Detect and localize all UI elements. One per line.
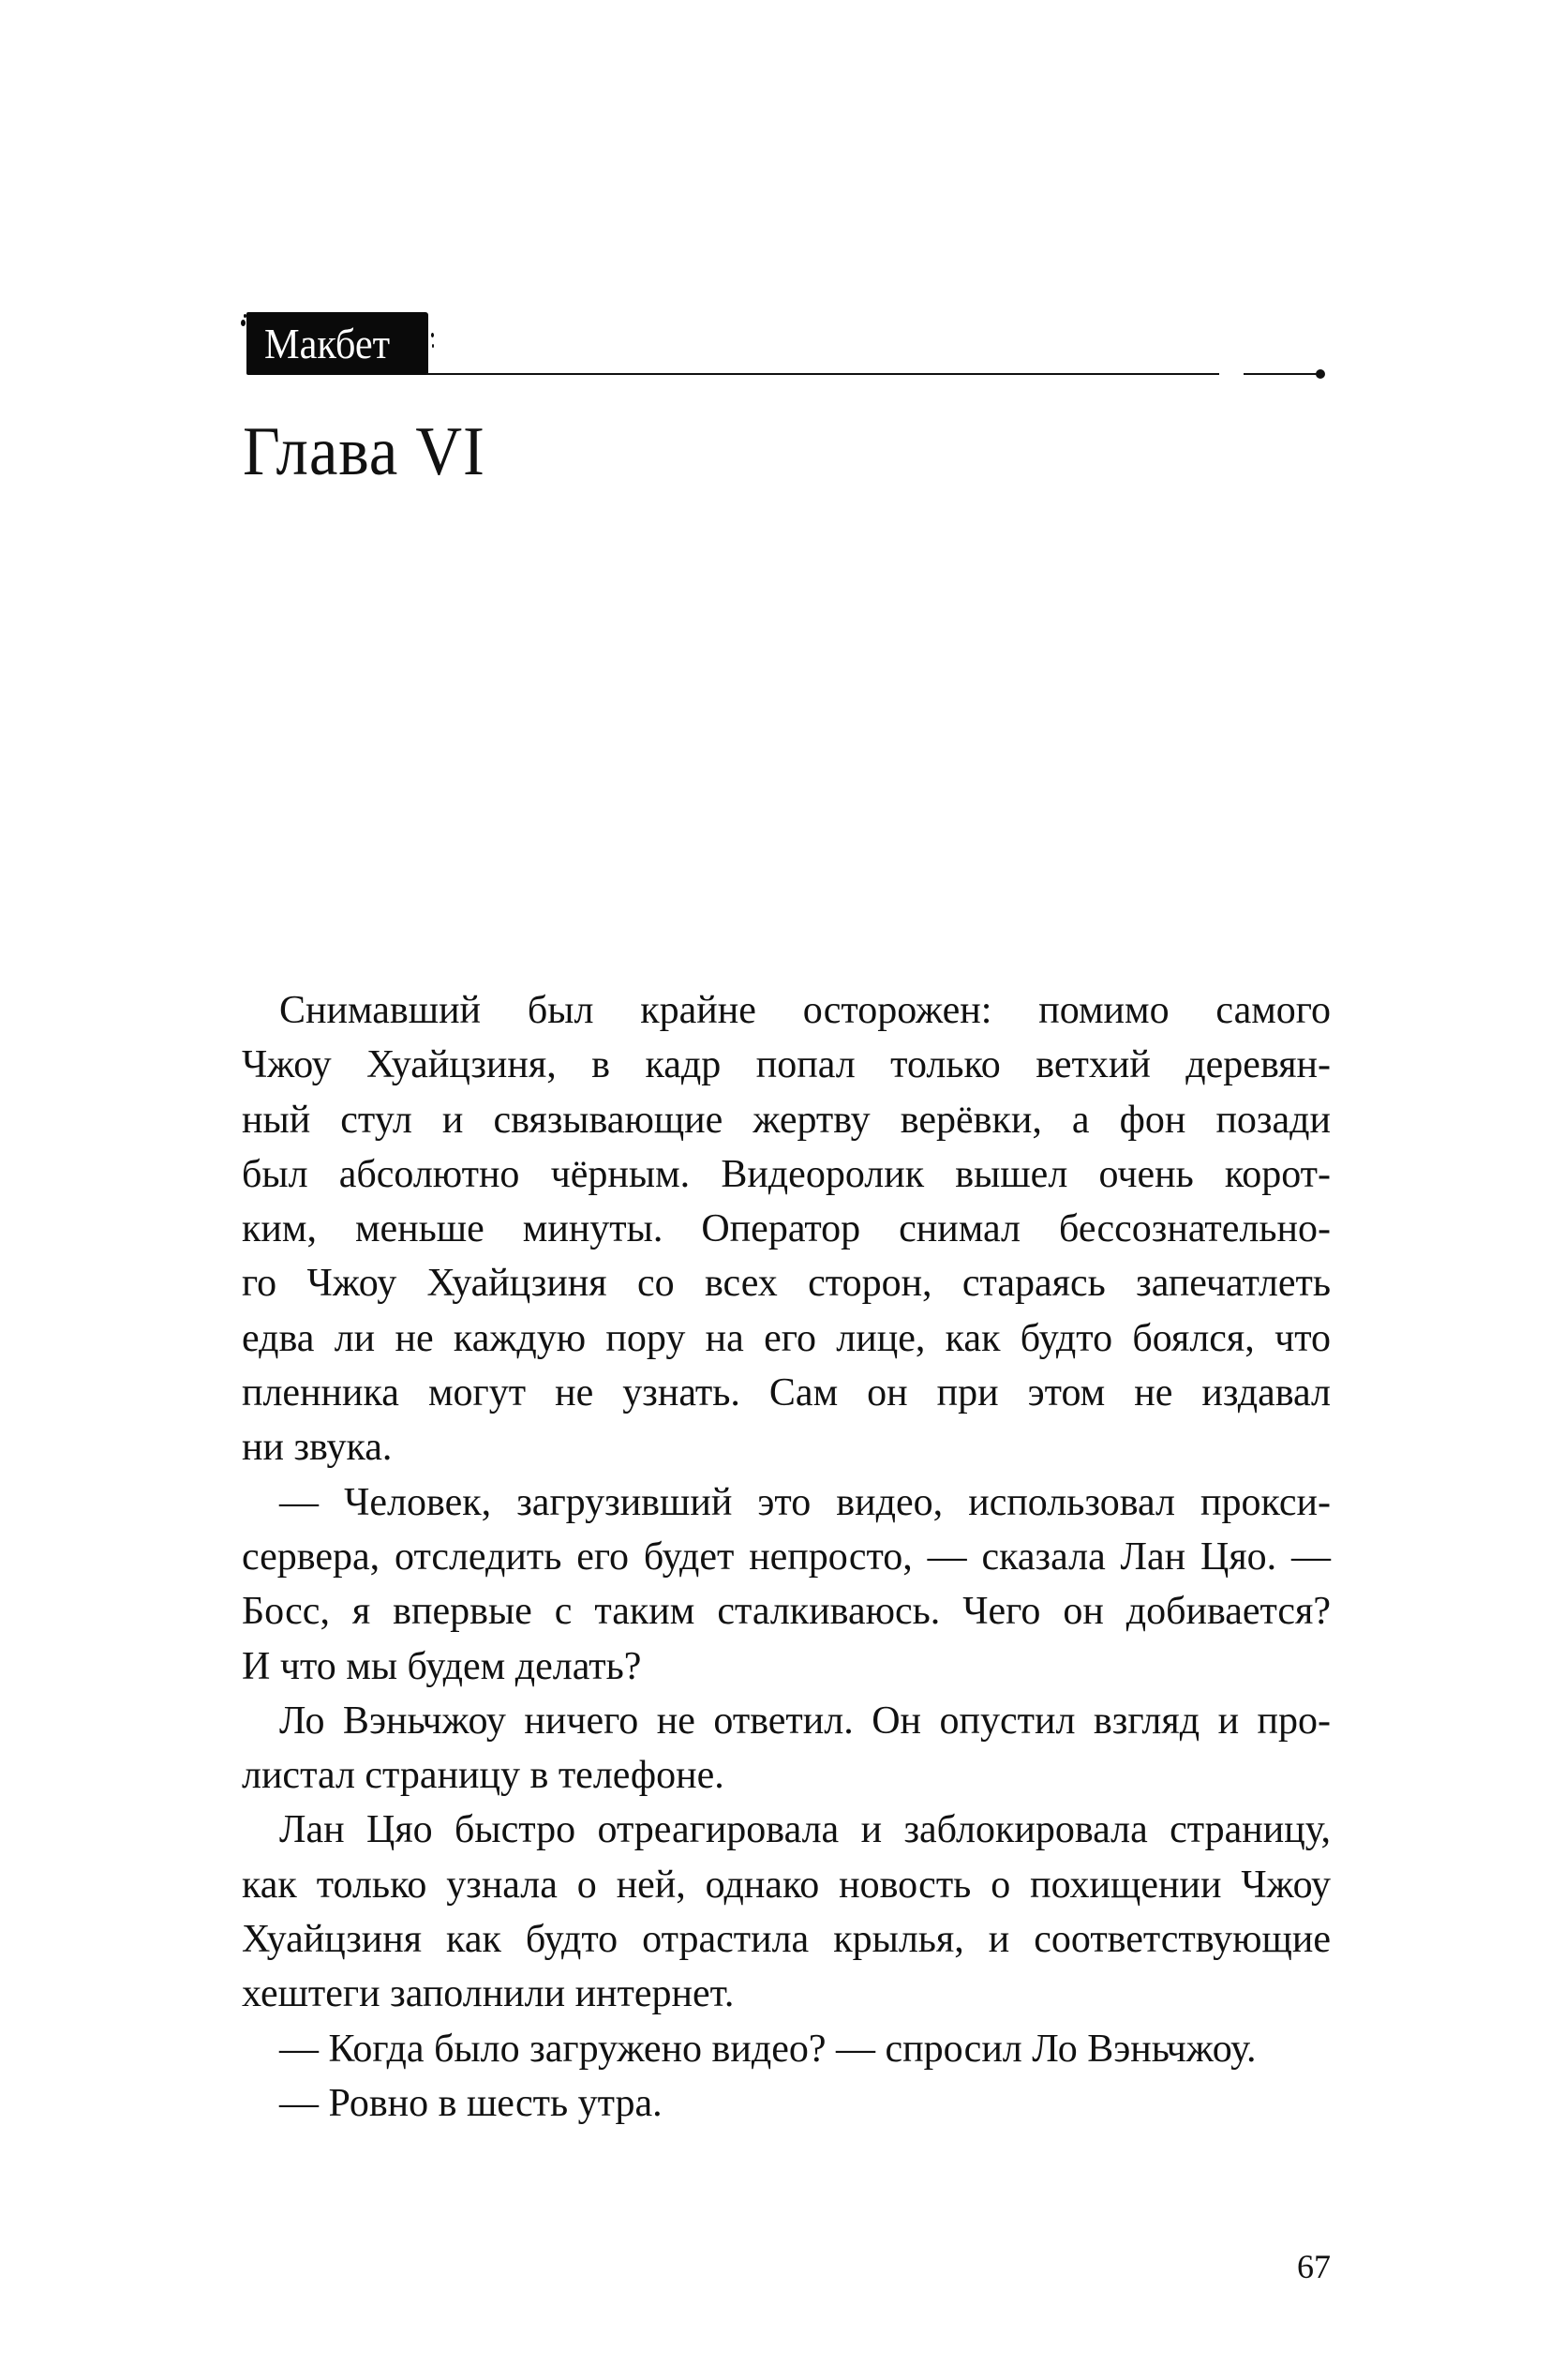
- running-head: [246, 312, 1334, 378]
- text-line: хештеги заполнили интернет.: [242, 1972, 735, 2016]
- text-line: пленника могут не узнать. Сам он при этом не издавал: [242, 1371, 1331, 1415]
- text-line: сервера, отследить его будет непросто, — сказала Лан Цяо. —: [242, 1534, 1331, 1579]
- body-text: [242, 983, 1331, 2131]
- text-line: Чжоу Хуайцзиня, в кадр попал только ветхий деревян-: [242, 1043, 1331, 1087]
- running-head-label: Макбет: [264, 320, 391, 367]
- ink-speck-decoration: [432, 344, 434, 348]
- ink-speck-decoration: [431, 333, 434, 337]
- header-rule-end-segment: [1244, 373, 1320, 375]
- text-line: Хуайцзиня как будто отрастила крылья, и соответствующие: [242, 1918, 1331, 1962]
- text-line: ни звука.: [242, 1426, 393, 1470]
- text-line: был абсолютно чёрным. Видеоролик вышел очень корот-: [242, 1152, 1331, 1196]
- running-head-label-box: [246, 312, 428, 375]
- text-line: ный стул и связывающие жертву верёвки, а фон позади: [242, 1098, 1331, 1142]
- text-line: Босс, я впервые с таким сталкиваюсь. Чего он добивается?: [242, 1590, 1331, 1634]
- text-line: го Чжоу Хуайцзиня со всех сторон, стараясь запечатлеть: [242, 1262, 1331, 1306]
- text-line: Лан Цяо быстро отреагировала и заблокировала страницу,: [279, 1808, 1331, 1852]
- ink-speck-decoration: [241, 320, 246, 326]
- text-line: листал страницу в телефоне.: [242, 1754, 724, 1798]
- text-line: — Человек, загрузивший это видео, использовал прокси-: [279, 1480, 1331, 1524]
- header-rule-dot: [1316, 369, 1325, 379]
- text-line: — Ровно в шесть утра.: [279, 2081, 663, 2125]
- text-line: едва ли не каждую пору на его лице, как будто боялся, что: [242, 1316, 1331, 1360]
- text-line: И что мы будем делать?: [242, 1644, 642, 1688]
- page-number: 67: [1297, 2248, 1331, 2285]
- text-line: как только узнала о ней, однако новость о похищении Чжоу: [242, 1863, 1331, 1907]
- chapter-title: Глава VI: [243, 413, 485, 490]
- header-rule: [426, 373, 1219, 375]
- text-line: Ло Вэньчжоу ничего не ответил. Он опустил взгляд и про-: [279, 1699, 1331, 1743]
- text-line: Снимавший был крайне осторожен: помимо самого: [279, 989, 1331, 1032]
- text-line: — Когда было загружено видео? — спросил Ло Вэньчжоу.: [279, 2027, 1257, 2071]
- ink-speck-decoration: [244, 314, 246, 318]
- text-line: ким, меньше минуты. Оператор снимал бессознательно-: [242, 1207, 1331, 1251]
